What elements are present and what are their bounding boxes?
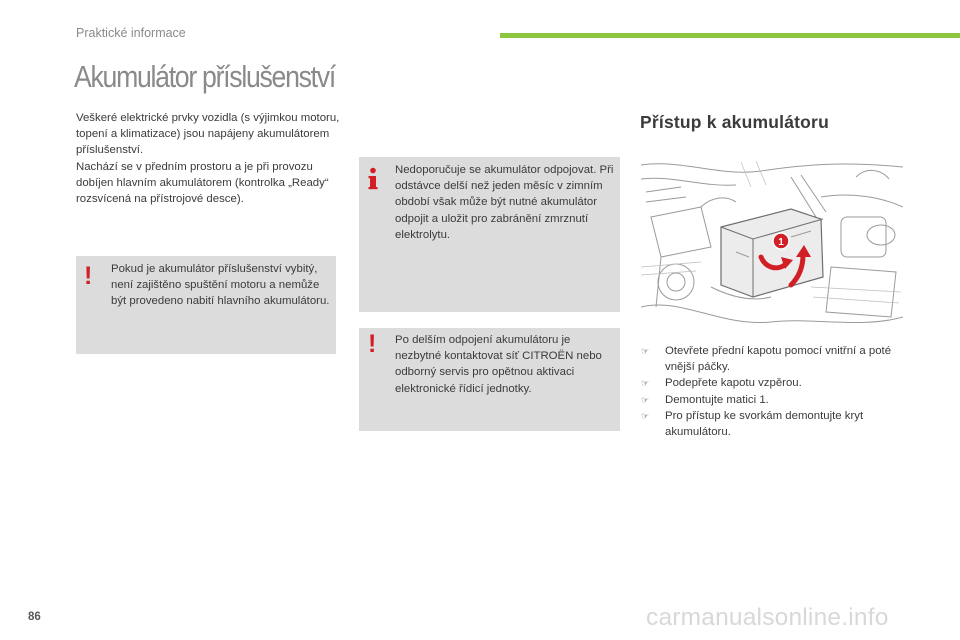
- figure-marker-1: 1: [778, 237, 784, 248]
- accent-bar: [500, 33, 960, 38]
- warning-left-text: Pokud je akumulátor příslušenství vybitý, není zajištěno spuštění motoru a nemůže být provedeno nabití hlavního akumulátoru.: [111, 263, 330, 308]
- pointing-hand-icon: ☞: [641, 410, 650, 421]
- intro-paragraph-2: Nachází se v předním prostoru a je při provozu dobíjen hlavním akumulátorem (kontrolka „Ready“ rozsvícená na přístrojové desce).: [76, 160, 329, 206]
- exclamation-icon: !: [368, 330, 377, 358]
- page-number: 86: [28, 611, 41, 623]
- step-text: Otevřete přední kapotu pomocí vnitřní a poté vnější páčky.: [665, 345, 892, 374]
- warning-box-left: [76, 256, 336, 354]
- step-text: Podepřete kapotu vzpěrou.: [665, 377, 802, 390]
- warning-box-center: [359, 328, 620, 431]
- list-item: [641, 392, 901, 408]
- steps-list: [641, 343, 901, 440]
- pointing-hand-icon: ☞: [641, 346, 650, 356]
- intro-text: [76, 110, 346, 207]
- pointing-hand-icon: ☞: [641, 394, 650, 405]
- page-title: Akumulátor příslušenství: [74, 59, 335, 94]
- access-heading: Přístup k akumulátoru: [640, 112, 829, 132]
- list-item: [641, 408, 901, 440]
- info-box: [359, 157, 620, 312]
- info-box-text: Nedoporučuje se akumulátor odpojovat. Při odstávce delší než jeden měsíc v zimním období však může být nutné akumulátor odpojit a uložit pro zabránění zmrznutí elektrolytu.: [395, 164, 614, 241]
- intro-paragraph-1: Veškeré elektrické prvky vozidla (s výjimkou motoru, topení a klimatizace) jsou napájeny akumulátorem příslušenství.: [76, 112, 340, 157]
- step-text: Demontujte matici 1.: [665, 393, 769, 406]
- pointing-hand-icon: ☞: [641, 378, 650, 389]
- list-item: [641, 343, 901, 375]
- warning-center-text: Po delším odpojení akumulátoru je nezbytné kontaktovat síť CITROËN nebo odborný servis pro opětnou aktivaci elektronické řídicí jednotky.: [395, 334, 602, 395]
- exclamation-icon: !: [84, 262, 93, 290]
- section-title: Praktické informace: [76, 26, 186, 40]
- info-icon: [366, 167, 380, 191]
- engine-bay-illustration: [641, 157, 903, 333]
- list-item: [641, 375, 901, 391]
- step-text: Pro přístup ke svorkám demontujte kryt akumulátoru.: [665, 409, 864, 439]
- watermark: carmanualsonline.info: [646, 604, 889, 631]
